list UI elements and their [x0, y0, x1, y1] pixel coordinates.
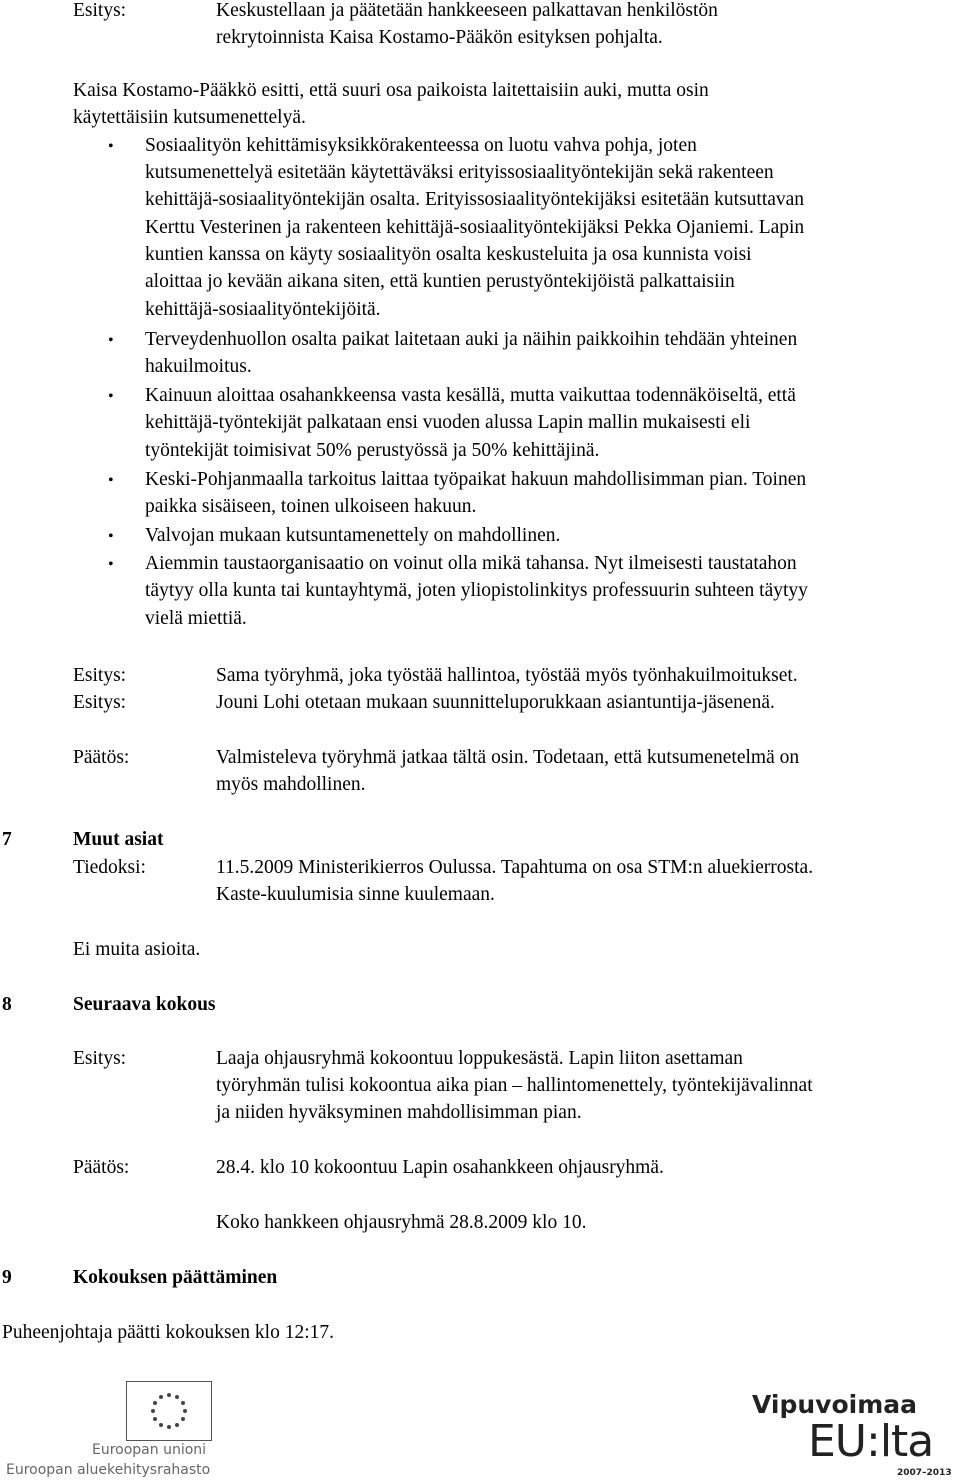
paatos-text-line: 28.4. klo 10 kokoontuu Lapin osahankkeen ohjausryhmä. [216, 1157, 664, 1178]
vipuvoimaa-logo-title: Vipuvoimaa [752, 1390, 918, 1419]
bullet-text-line: Aiemmin taustaorganisaatio on voinut olla mikä tahansa. Nyt ilmeisesti taustatahon [145, 553, 797, 574]
esitys-text-line: Sama työryhmä, joka työstää hallintoa, työstää myös työnhakuilmoitukset. [216, 665, 798, 686]
tiedoksi-text-line: Kaste-kuulumisia sinne kuulemaan. [216, 884, 495, 905]
bullet-text-line: Sosiaalityön kehittämisyksikkörakenteessa on luotu vahva pohja, joten [145, 135, 697, 156]
bullet-icon: • [108, 138, 114, 155]
vipuvoimaa-logo-years: 2007–2013 [897, 1468, 952, 1478]
bullet-text-line: aloittaa jo kevään aikana siten, että kuntien perustyöntekijöistä palkattaisiin [145, 271, 735, 292]
eu-flag-logo [126, 1381, 212, 1441]
esitys-text-line: Keskustellaan ja päätetään hankkeeseen palkattavan henkilöstön [216, 0, 718, 21]
tiedoksi-text-line: 11.5.2009 Ministerikierros Oulussa. Tapahtuma on osa STM:n aluekierrosta. [216, 857, 814, 878]
eu-logo-text: Euroopan unioni [92, 1442, 207, 1458]
intro-text-line: Kaisa Kostamo-Pääkkö esitti, että suuri osa paikoista laitettaisiin auki, mutta osin [73, 80, 709, 101]
bullet-text-line: Terveydenhuollon osalta paikat laitetaan auki ja näihin paikkoihin tehdään yhteinen [145, 329, 798, 350]
bullet-text-line: kehittäjä-sosiaalityöntekijöitä. [145, 299, 381, 320]
bullet-icon: • [108, 528, 114, 545]
esitys-label: Esitys: [73, 0, 127, 21]
tiedoksi-label: Tiedoksi: [73, 857, 146, 878]
paatos-text-line: myös mahdollinen. [216, 774, 366, 795]
section-title: Muut asiat [73, 829, 164, 850]
section-title: Kokouksen päättäminen [73, 1267, 278, 1288]
paatos-text-line: Valmisteleva työryhmä jatkaa tältä osin. Todetaan, että kutsumenetelmä on [216, 747, 800, 768]
bullet-text-line: kehittäjä-sosiaalityöntekijän osalta. Erityissosiaalityöntekijäksi esitetään kutsuttavan [145, 189, 805, 210]
esitys-text-line: työryhmän tulisi kokoontua aika pian – hallintomenettely, työntekijävalinnat [216, 1075, 813, 1096]
paatos-label: Päätös: [73, 747, 130, 768]
bullet-icon: • [108, 332, 114, 349]
bullet-text-line: täytyy olla kunta tai kuntayhtymä, joten yliopistolinkitys professuurin suhteen täytyy [145, 580, 808, 601]
bullet-text-line: kehittäjä-työntekijät palkataan ensi vuoden alussa Lapin mallin mukaisesti eli [145, 412, 751, 433]
bullet-text-line: vielä miettiä. [145, 608, 247, 629]
section-title: Seuraava kokous [73, 994, 216, 1015]
esitys-text-line: rekrytoinnista Kaisa Kostamo-Pääkön esityksen pohjalta. [216, 27, 663, 48]
bullet-text-line: Keski-Pohjanmaalla tarkoitus laittaa työpaikat hakuun mahdollisimman pian. Toinen [145, 469, 807, 490]
bullet-text-line: Valvojan mukaan kutsuntamenettely on mahdollinen. [145, 525, 561, 546]
bullet-text-line: kutsumenettelyä esitetään käytettäväksi erityissosiaalityöntekijän sekä rakenteen [145, 162, 774, 183]
bullet-icon: • [108, 388, 114, 405]
bullet-icon: • [108, 556, 114, 573]
closing-text: Puheenjohtaja päätti kokouksen klo 12:17. [2, 1322, 334, 1343]
section-number: 7 [2, 829, 12, 850]
bullet-text-line: Kerttu Vesterinen ja rakenteen kehittäjä-sosiaalityöntekijäksi Pekka Ojaniemi. Lapin [145, 217, 805, 238]
esitys-label: Esitys: [73, 665, 127, 686]
section-number: 9 [2, 1267, 12, 1288]
paatos-label: Päätös: [73, 1157, 130, 1178]
esitys-label: Esitys: [73, 692, 127, 713]
bullet-text-line: kuntien kanssa on käyty sosiaalityön osalta keskusteluita ja osa kunnista voisi [145, 244, 752, 265]
esitys-text-line: ja niiden hyväksyminen mahdollisimman pian. [216, 1102, 582, 1123]
bullet-text-line: työntekijät toimisivat 50% perustyössä ja 50% kehittäjinä. [145, 440, 600, 461]
section-number: 8 [2, 994, 12, 1015]
eu-fund-text: Euroopan aluekehitysrahasto [6, 1462, 211, 1478]
eu-stars-icon [127, 1382, 211, 1440]
bullet-text-line: Kainuun aloittaa osahankkeensa vasta kesällä, mutta vaikuttaa todennäköiseltä, että [145, 385, 796, 406]
bullet-icon: • [108, 472, 114, 489]
bullet-text-line: hakuilmoitus. [145, 356, 252, 377]
bullet-text-line: paikka sisäiseen, toinen ulkoiseen hakuun. [145, 496, 477, 517]
esitys-text-line: Laaja ohjausryhmä kokoontuu loppukesästä. Lapin liiton asettaman [216, 1048, 743, 1069]
intro-text-line: käytettäisiin kutsumenettelyä. [73, 107, 306, 128]
esitys-label: Esitys: [73, 1048, 127, 1069]
note-text: Ei muita asioita. [73, 939, 201, 960]
paatos-text-line: Koko hankkeen ohjausryhmä 28.8.2009 klo 10. [216, 1212, 587, 1233]
vipuvoimaa-logo-eu: EU:lta [808, 1416, 934, 1467]
esitys-text-line: Jouni Lohi otetaan mukaan suunnitteluporukkaan asiantuntija-jäsenenä. [216, 692, 775, 713]
